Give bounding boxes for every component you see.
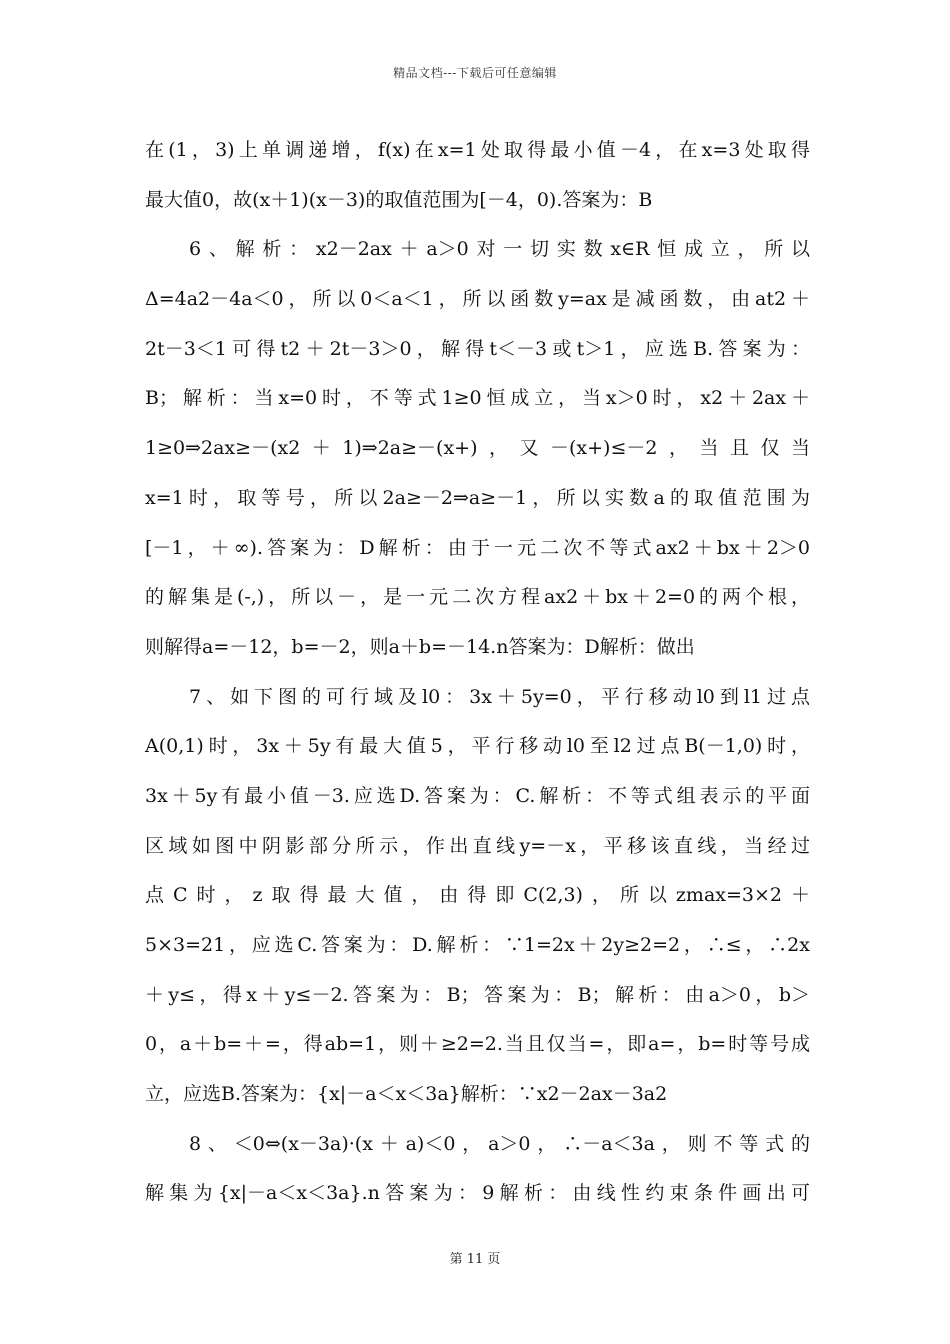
text-line: Δ=4a2－4a＜0，所以0＜a＜1，所以函数y=ax是减函数，由at2＋ (145, 288, 810, 311)
text-line: 的解集是(-,)，所以－，是一元二次方程ax2＋bx＋2=0的两个根， (145, 586, 810, 609)
text-line: B；解析：当x=0时，不等式1≥0恒成立，当x＞0时，x2＋2ax＋ (145, 387, 810, 410)
text-line: [－1，＋∞).答案为：D解析：由于一元二次不等式ax2＋bx＋2＞0 (145, 536, 810, 559)
text-line: 1≥0⇒2ax≥－(x2＋1)⇒2a≥－(x+)，又－(x+)≤－2，当且仅当 (145, 437, 810, 460)
text-line: 3x＋5y有最小值－3.应选D.答案为：C.解析：不等式组表示的平面 (145, 784, 810, 807)
text-line: 5×3=21，应选C.答案为：D.解析：∵1=2x＋2y≥2=2，∴≤，∴2x (145, 934, 810, 956)
paragraph-7-start: 7、如下图的可行域及l0：3x＋5y=0，平行移动l0到l1过点 (189, 685, 810, 708)
document-body (145, 126, 810, 1219)
text-line: 则解得a=－12，b=－2，则a＋b=－14.n答案为：D解析：做出 (145, 635, 695, 658)
paragraph-8-start: 8、＜0⇔(x－3a)·(x＋a)＜0，a＞0，∴－a＜3a，则不等式的 (189, 1132, 810, 1155)
text-line: 立，应选B.答案为：{x|－a＜x＜3a}解析：∵x2－2ax－3a2 (145, 1083, 668, 1106)
text-line: 区域如图中阴影部分所示，作出直线y=－x，平移该直线，当经过 (145, 834, 810, 857)
text-line: 2t－3＜1可得t2＋2t－3＞0，解得t＜－3或t＞1，应选B.答案为： (145, 337, 810, 360)
page-number: 第 11 页 (449, 1252, 501, 1267)
text-line: ＋y≤，得x＋y≤－2.答案为：B；答案为：B；解析：由a＞0，b＞ (145, 983, 810, 1006)
text-line: A(0,1)时，3x＋5y有最大值5，平行移动l0至l2过点B(－1,0)时， (145, 735, 810, 758)
text-line: 在(1，3)上单调递增，f(x)在x=1处取得最小值－4，在x=3处取得 (145, 139, 810, 161)
text-line: 0，a＋b=＋=，得ab=1，则＋≥2=2.当且仅当=，即a=，b=时等号成 (145, 1033, 810, 1056)
text-line: x=1时，取等号，所以2a≥－2⇒a≥－1，所以实数a的取值范围为 (145, 486, 810, 509)
paragraph-6-start: 6、解析：x2－2ax＋a＞0对一切实数x∈R恒成立，所以 (189, 238, 810, 261)
page-header: 精品文档---下载后可任意编辑 (393, 66, 557, 80)
text-line: 最大值0，故(x＋1)(x－3)的取值范围为[－4，0).答案为：B (145, 188, 653, 211)
text-line: 点C时，z取得最大值，由得即C(2,3)，所以zmax=3×2＋ (145, 884, 810, 907)
text-line: 解集为{x|－a＜x＜3a}.n答案为：9解析：由线性约束条件画出可 (145, 1182, 810, 1205)
